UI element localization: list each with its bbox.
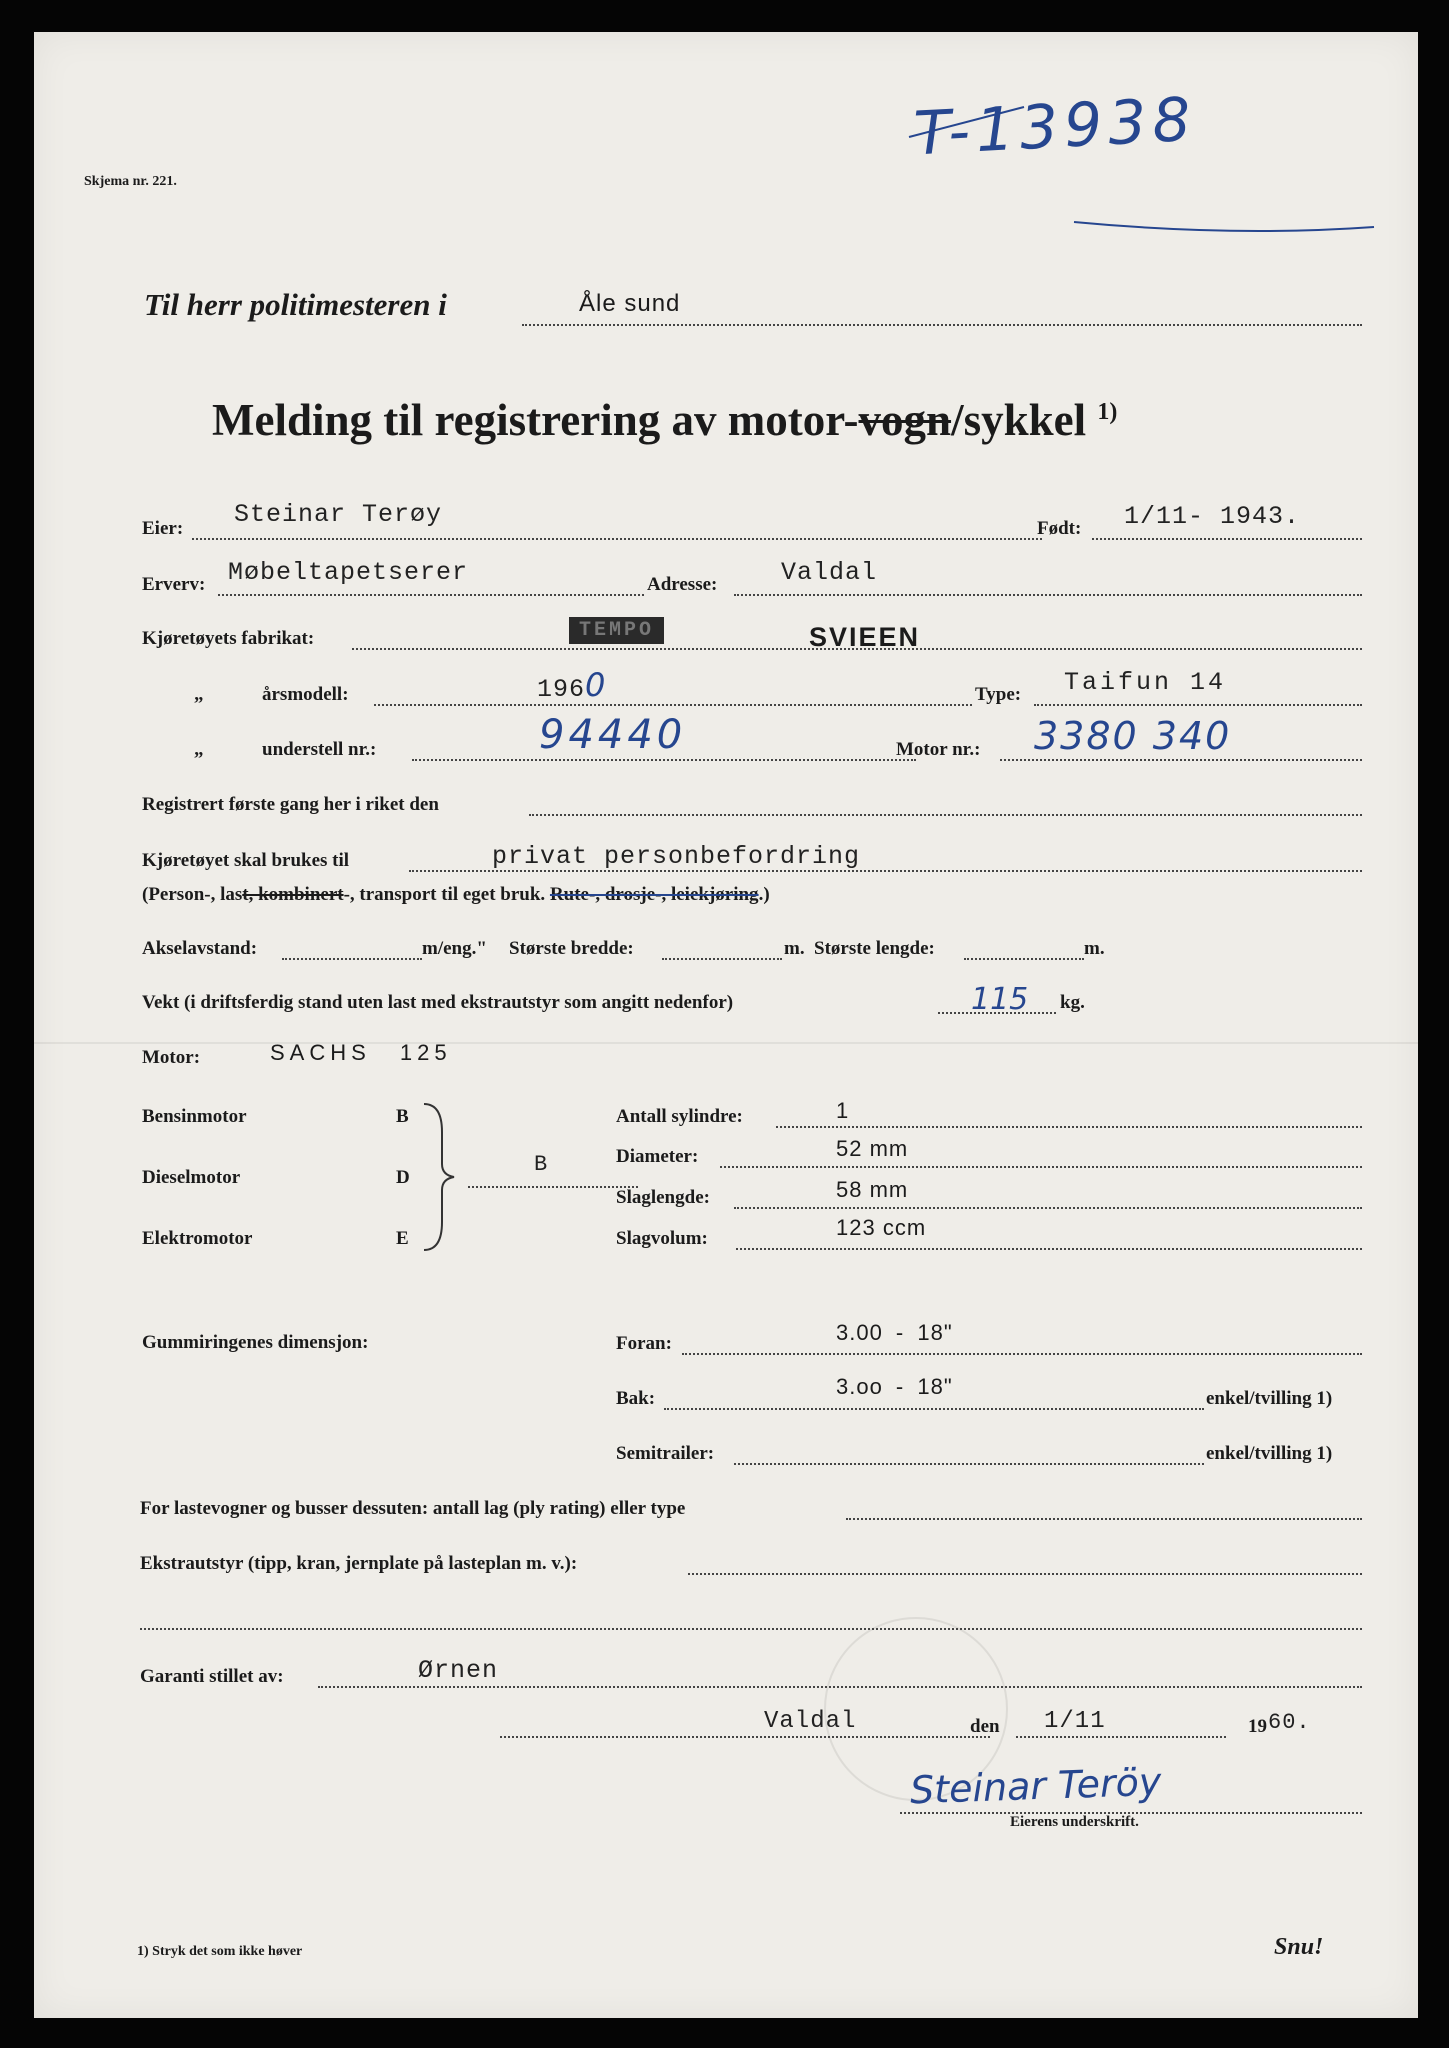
- title-footnote: 1): [1097, 399, 1118, 425]
- wheelbase-unit: m/eng.": [422, 938, 487, 959]
- usage-note: [142, 884, 770, 906]
- engine-type-2-name: Elektromotor: [142, 1228, 253, 1249]
- motor-number-label: Motor nr.:: [896, 739, 981, 760]
- tyres-semi-suffix: enkel/tvilling 1): [1206, 1443, 1333, 1464]
- model-year-label: årsmodell:: [262, 684, 349, 705]
- usage-note-c: -, transport til eget bruk.: [343, 884, 546, 905]
- engine-selected: B: [534, 1152, 549, 1177]
- tyres-semi-label: Semitrailer:: [616, 1443, 715, 1464]
- form-number: Skjema nr. 221.: [84, 174, 177, 189]
- type-value: Taifun 14: [1064, 668, 1227, 697]
- addressee-value: Åle sund: [579, 290, 681, 317]
- signature-label: Eierens underskrift.: [1010, 1814, 1139, 1830]
- signoff-date: 1/11: [1044, 1708, 1106, 1735]
- model-year-handwritten: 0: [585, 666, 607, 704]
- engine-type-0-code: B: [396, 1106, 409, 1127]
- born-label: Født:: [1037, 518, 1082, 539]
- engine-type-1-name: Dieselmotor: [142, 1167, 241, 1188]
- owner-label: Eier:: [142, 518, 184, 539]
- motor-label: Motor:: [142, 1047, 201, 1068]
- chassis-value: 94440: [539, 712, 687, 758]
- spec-diameter-label: Diameter:: [616, 1146, 699, 1167]
- spec-cylinders-value: 1: [836, 1098, 849, 1123]
- spec-diameter-value: 52 mm: [836, 1136, 909, 1161]
- ply-label: For lastevogner og busser dessuten: antall lag (ply rating) eller type: [140, 1498, 686, 1519]
- model-year-value: [537, 666, 606, 704]
- signoff-den: den: [970, 1716, 1000, 1737]
- length-unit: m.: [1084, 938, 1105, 959]
- type-label: Type:: [975, 684, 1022, 705]
- fold-line: [34, 1042, 1418, 1044]
- born-value: 1/11- 1943.: [1124, 502, 1301, 531]
- manufacturer-label: Kjøretøyets fabrikat:: [142, 628, 315, 649]
- spec-stroke-value: 58 mm: [836, 1177, 909, 1202]
- archive-underline: [874, 92, 1384, 232]
- form-title: [212, 394, 1117, 446]
- spec-stroke-label: Slaglengde:: [616, 1187, 710, 1208]
- model-year-quote: „: [194, 684, 204, 705]
- first-registered-label: Registrert første gang her i riket den: [142, 794, 439, 815]
- tyres-label: Gummiringenes dimensjon:: [142, 1332, 369, 1353]
- usage-note-a: (Person-, las: [142, 884, 243, 905]
- address-value: Valdal: [781, 558, 878, 587]
- model-year-typed: 196: [537, 675, 586, 704]
- title-prefix: Melding til registrering av motor-: [212, 395, 859, 445]
- length-label: Største lengde:: [814, 938, 935, 959]
- engine-type-0-name: Bensinmotor: [142, 1106, 247, 1127]
- owner-signature: Steinar Teröy: [909, 1759, 1162, 1813]
- engine-brace: [420, 1102, 460, 1252]
- manufacturer-value: SVIEEN: [809, 622, 921, 652]
- footnote: 1) Stryk det som ikke høver: [137, 1944, 303, 1959]
- turn-over: Snu!: [1274, 1934, 1324, 1960]
- title-suffix: /sykkel: [951, 395, 1087, 445]
- weight-label: Vekt (i driftsferdig stand uten last med ekstrautstyr som angitt nedenfor): [142, 992, 734, 1013]
- tyres-front-value: 3.00 - 18": [836, 1320, 953, 1345]
- wheelbase-label: Akselavstand:: [142, 938, 258, 959]
- tyres-rear-value: 3.oo - 18": [836, 1374, 953, 1399]
- weight-value: 115: [971, 982, 1029, 1017]
- usage-note-d: Rute-, drosje-, leiekjøring: [549, 884, 759, 905]
- usage-note-b: t, kombinert: [242, 884, 344, 905]
- usage-note-e: .): [758, 884, 770, 905]
- addressee-label: Til herr politimesteren i: [144, 287, 447, 322]
- engine-type-1-code: D: [396, 1167, 410, 1188]
- spec-volume-value: 123 ccm: [836, 1215, 927, 1240]
- spec-cylinders-label: Antall sylindre:: [616, 1106, 743, 1127]
- signoff-place: Valdal: [764, 1708, 857, 1735]
- usage-value: privat personbefordring: [492, 842, 861, 871]
- weight-unit: kg.: [1060, 992, 1085, 1013]
- archive-reference: T-13938: [912, 84, 1199, 170]
- chassis-quote: „: [194, 739, 204, 760]
- spec-volume-label: Slagvolum:: [616, 1228, 708, 1249]
- chassis-label: understell nr.:: [262, 739, 377, 760]
- motor-value: SACHS 125: [270, 1040, 452, 1065]
- title-struck: vogn: [858, 395, 952, 445]
- motor-number-value: 3380 340: [1034, 714, 1232, 758]
- engine-type-2-code: E: [396, 1228, 409, 1249]
- manufacturer-stamp: TEMPO: [569, 617, 664, 644]
- guarantee-label: Garanti stillet av:: [140, 1666, 284, 1687]
- form-page: [34, 32, 1418, 2018]
- signoff-year: 60.: [1268, 1710, 1311, 1735]
- usage-label: Kjøretøyet skal brukes til: [142, 850, 350, 871]
- width-label: Største bredde:: [509, 938, 634, 959]
- tyres-rear-label: Bak:: [616, 1388, 656, 1409]
- tyres-front-label: Foran:: [616, 1333, 672, 1354]
- extras-label: Ekstrautstyr (tipp, kran, jernplate på lasteplan m. v.):: [140, 1553, 578, 1574]
- tyres-rear-suffix: enkel/tvilling 1): [1206, 1388, 1333, 1409]
- guarantee-value: Ørnen: [418, 1656, 499, 1685]
- owner-value: Steinar Terøy: [234, 500, 443, 529]
- occupation-value: Møbeltapetserer: [228, 558, 469, 587]
- address-label: Adresse:: [647, 574, 718, 595]
- occupation-label: Erverv:: [142, 574, 206, 595]
- signoff-year-prefix: 19: [1248, 1716, 1267, 1737]
- width-unit: m.: [784, 938, 805, 959]
